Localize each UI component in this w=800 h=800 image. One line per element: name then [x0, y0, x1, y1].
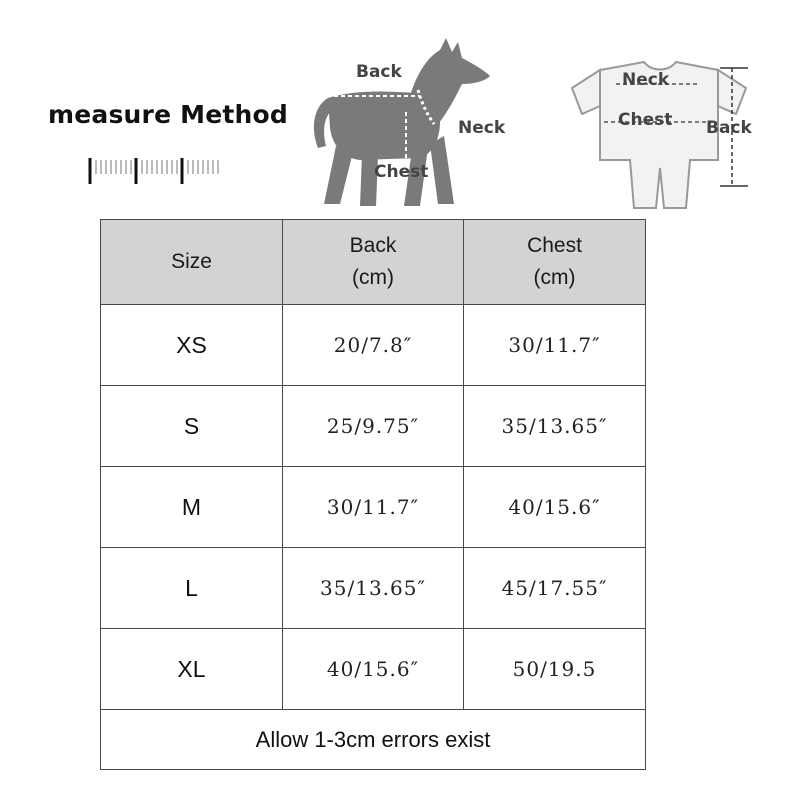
table-header-row [101, 220, 646, 305]
back-cell: 25/9.75″ [283, 386, 464, 467]
dog-chest-label: Chest [374, 162, 429, 182]
table-footer-row [101, 710, 646, 770]
size-cell: XS [101, 305, 283, 386]
chest-cell: 50/19.5 [464, 629, 646, 710]
ruler-icon [88, 154, 228, 188]
table-row [101, 467, 646, 548]
chest-cell: 40/15.6″ [464, 467, 646, 548]
table-row [101, 629, 646, 710]
garment-chest-label: Chest [618, 110, 673, 130]
dog-back-label: Back [356, 62, 402, 82]
error-tolerance-note: Allow 1-3cm errors exist [101, 710, 646, 770]
size-cell: M [101, 467, 283, 548]
table-row [101, 548, 646, 629]
size-cell: S [101, 386, 283, 467]
dog-diagram [300, 36, 530, 221]
garment-back-label: Back [706, 118, 752, 138]
dog-neck-label: Neck [458, 118, 506, 138]
measure-method-title: measure Method [48, 100, 288, 129]
chest-cell: 45/17.55″ [464, 548, 646, 629]
size-cell: L [101, 548, 283, 629]
size-cell: XL [101, 629, 283, 710]
chest-cell: 35/13.65″ [464, 386, 646, 467]
size-chart-table [100, 219, 646, 770]
back-cell: 20/7.8″ [283, 305, 464, 386]
back-cell: 30/11.7″ [283, 467, 464, 548]
header-chest: Chest (cm) [464, 220, 646, 305]
back-cell: 35/13.65″ [283, 548, 464, 629]
chest-cell: 30/11.7″ [464, 305, 646, 386]
header-size: Size [101, 220, 283, 305]
garment-diagram [560, 48, 760, 223]
table-row [101, 386, 646, 467]
back-cell: 40/15.6″ [283, 629, 464, 710]
table-row [101, 305, 646, 386]
garment-neck-label: Neck [622, 70, 670, 90]
header-back: Back (cm) [283, 220, 464, 305]
